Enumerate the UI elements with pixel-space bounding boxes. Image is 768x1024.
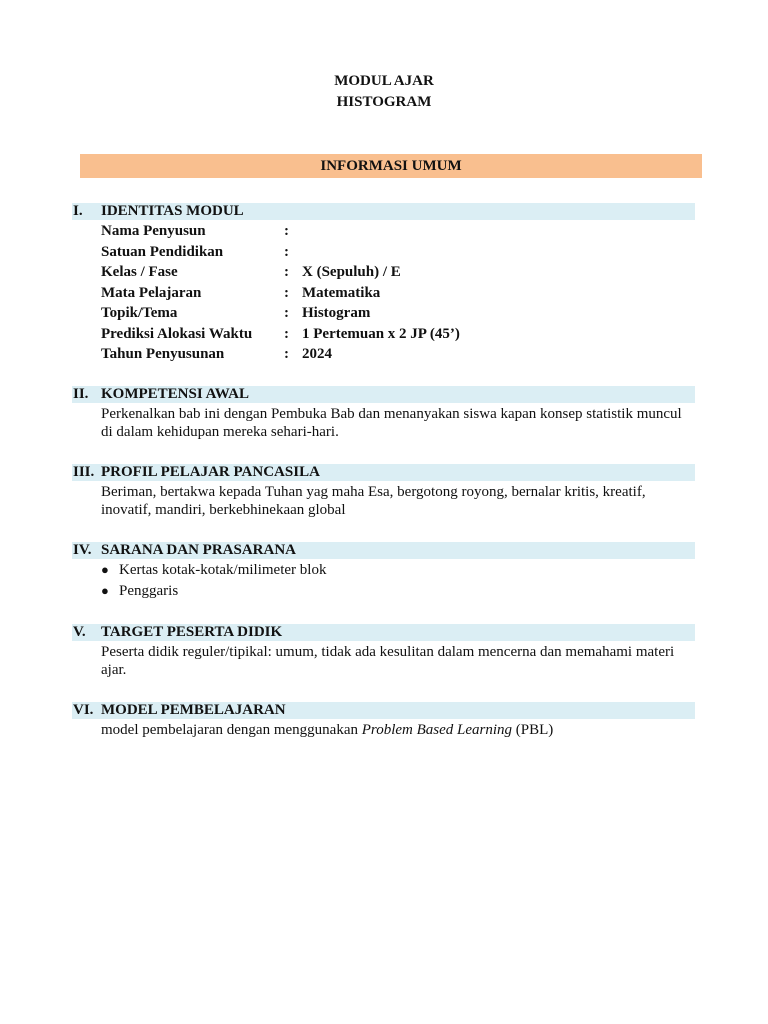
informasi-umum-banner: INFORMASI UMUM (80, 154, 702, 178)
identity-row-prediksi-alokasi-waktu (101, 324, 695, 345)
row-value: 2024 (302, 346, 332, 362)
section-number: III. (73, 464, 95, 480)
section-title: MODEL PEMBELAJARAN (101, 702, 286, 718)
title-line-1: MODUL AJAR (334, 73, 434, 89)
row-colon: : (284, 243, 289, 260)
section-body-text: Perkenalkan bab ini dengan Pembuka Bab dan menanyakan siswa kapan konsep statistik muncul di dalam kehidupan mereka sehari-hari. (101, 406, 682, 440)
list-item (101, 560, 695, 581)
row-value: Histogram (302, 305, 371, 321)
row-colon: : (284, 346, 289, 362)
section-heading (72, 624, 695, 641)
row-colon: : (284, 264, 289, 280)
section-body-text: Peserta didik reguler/tipikal: umum, tidak ada kesulitan dalam mencerna dan memahami materi ajar. (101, 644, 675, 678)
section-sarana-prasarana (72, 542, 695, 601)
section-heading (72, 464, 695, 481)
identity-row-topik-tema (101, 303, 695, 324)
section-target-peserta-didik (72, 624, 695, 679)
identity-row-nama-penyusun (101, 221, 695, 242)
section-number: II. (73, 386, 89, 402)
bullet-icon: ● (101, 582, 109, 598)
bullet-icon: ● (101, 562, 109, 577)
section-heading (72, 203, 695, 220)
row-value: Matematika (302, 284, 381, 301)
document-title (0, 71, 768, 113)
body-text-italic: Problem Based Learning (361, 722, 513, 738)
row-colon: : (284, 284, 289, 301)
section-body-text: Beriman, bertakwa kepada Tuhan yag maha Esa, bergotong royong, bernalar kritis, kreatif, inovatif, mandiri, berkebhinekaan global (101, 484, 646, 518)
body-text-end: (PBL) (512, 722, 554, 738)
row-colon: : (284, 305, 289, 321)
section-identitas-modul (72, 203, 695, 365)
section-body-text (101, 721, 695, 739)
row-key: Tahun Penyusunan (101, 346, 225, 362)
row-key: Nama Penyusun (101, 223, 206, 239)
section-title: IDENTITAS MODUL (101, 203, 244, 219)
section-number: V. (73, 624, 86, 640)
row-colon: : (284, 223, 289, 239)
title-line-2: HISTOGRAM (336, 94, 432, 110)
section-title: TARGET PESERTA DIDIK (101, 624, 283, 640)
section-title: SARANA DAN PRASARANA (101, 542, 297, 558)
section-title: KOMPETENSI AWAL (101, 386, 249, 402)
row-key: Kelas / Fase (101, 264, 178, 280)
identity-row-kelas-fase (101, 262, 695, 283)
body-text-start: model pembelajaran dengan menggunakan (101, 722, 362, 738)
row-key: Mata Pelajaran (101, 284, 202, 301)
row-value: X (Sepuluh) / E (302, 264, 401, 280)
section-title: PROFIL PELAJAR PANCASILA (101, 464, 320, 480)
section-heading (72, 702, 695, 719)
section-profil-pelajar-pancasila (72, 464, 695, 519)
row-key: Topik/Tema (101, 305, 178, 321)
row-value: 1 Pertemuan x 2 JP (45’) (302, 325, 460, 342)
row-key: Satuan Pendidikan (101, 243, 224, 260)
section-number: IV. (73, 542, 92, 558)
identity-row-mata-pelajaran (101, 283, 695, 304)
section-number: I. (73, 203, 83, 219)
section-heading (72, 542, 695, 559)
identity-row-satuan-pendidikan (101, 242, 695, 263)
list-item (101, 581, 695, 602)
section-kompetensi-awal (72, 386, 695, 441)
row-colon: : (284, 325, 289, 342)
section-number: VI. (73, 702, 94, 718)
list-item-text: Kertas kotak-kotak/milimeter blok (119, 562, 327, 578)
list-item-text: Penggaris (119, 582, 179, 599)
identity-row-tahun-penyusunan (101, 344, 695, 365)
row-key: Prediksi Alokasi Waktu (101, 325, 253, 342)
section-model-pembelajaran (72, 702, 695, 739)
section-heading (72, 386, 695, 403)
